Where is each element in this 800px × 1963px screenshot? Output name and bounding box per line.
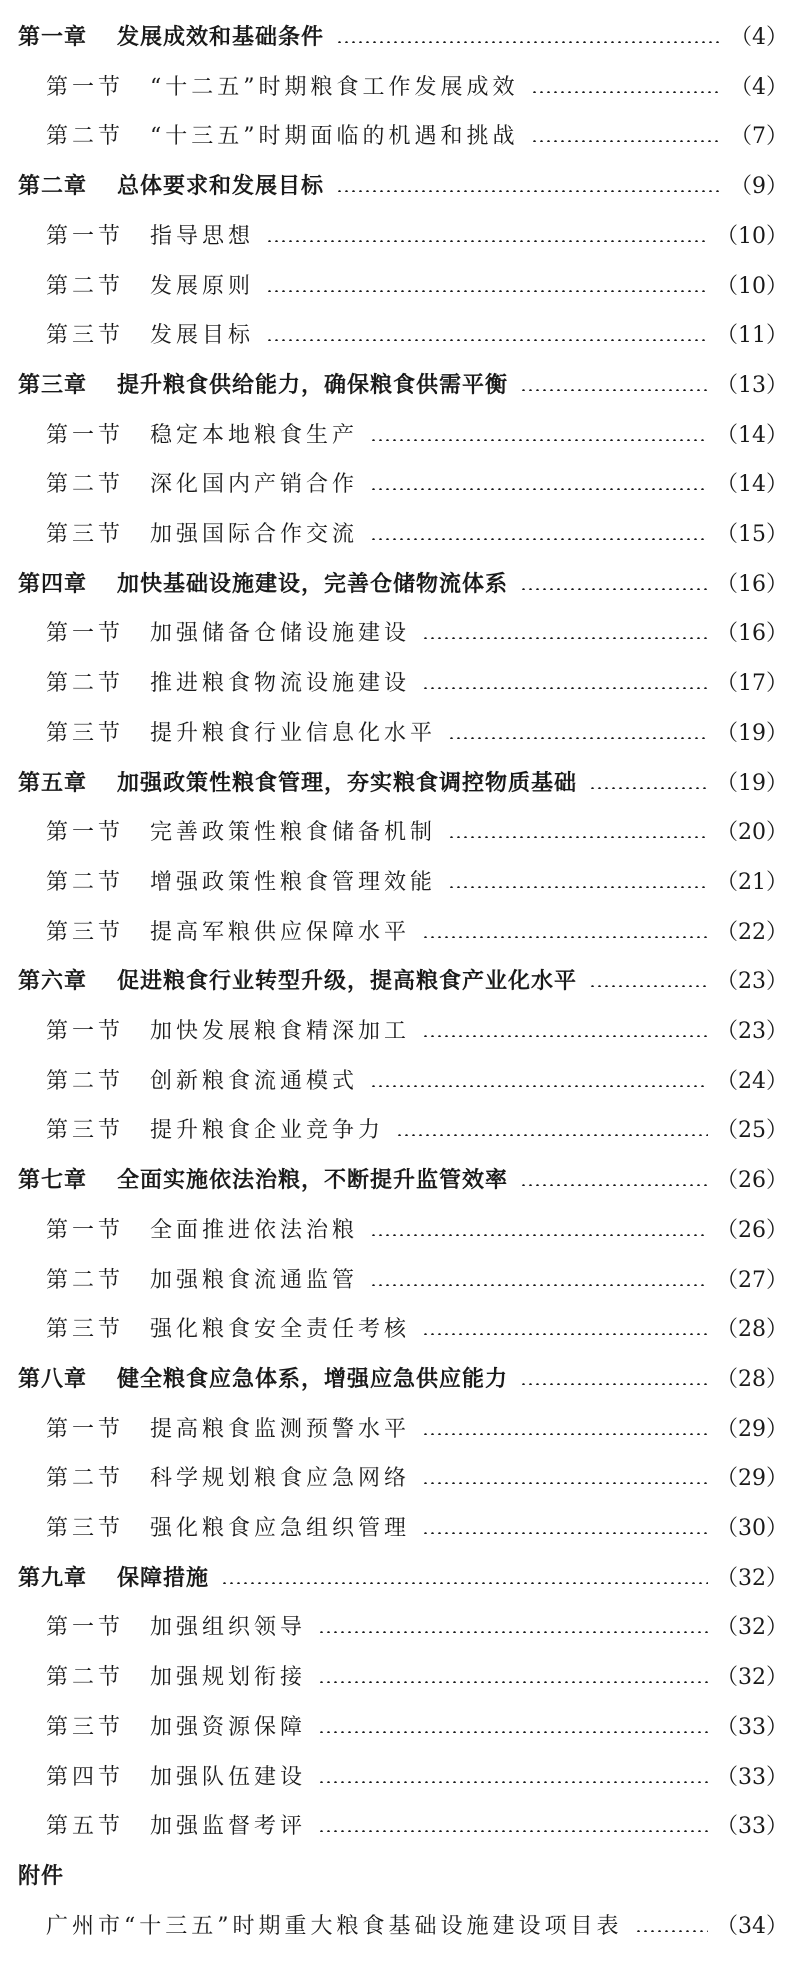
toc-entry-section bbox=[46, 1310, 788, 1350]
dot-leader bbox=[370, 439, 708, 441]
entry-title: 加强储备仓储设施建设 bbox=[150, 621, 411, 647]
toc-entry-chapter bbox=[18, 366, 788, 406]
entry-title: 深化国内产销合作 bbox=[150, 472, 359, 498]
toc-entry-chapter bbox=[18, 962, 788, 1002]
dot-leader bbox=[266, 290, 708, 292]
page-number: （4） bbox=[730, 25, 788, 50]
entry-title: 加强粮食流通监管 bbox=[150, 1267, 359, 1293]
entry-label: 第七章 bbox=[18, 1168, 88, 1194]
entry-label: 第一节 bbox=[46, 1217, 125, 1243]
toc-entry-section bbox=[46, 1658, 788, 1698]
page-number: （11） bbox=[716, 323, 788, 349]
entry-label: 第一节 bbox=[46, 422, 125, 448]
entry-label: 第二节 bbox=[46, 273, 125, 299]
toc-entry-section bbox=[46, 614, 788, 654]
entry-label: 第一节 bbox=[46, 223, 125, 249]
entry-label: 第五章 bbox=[18, 770, 88, 796]
entry-title: 健全粮食应急体系，增强应急供应能力 bbox=[117, 1366, 509, 1392]
entry-label: 第二节 bbox=[46, 671, 125, 697]
page-number: （9） bbox=[730, 174, 788, 200]
toc-entry-section bbox=[46, 1807, 788, 1847]
page-number: （21） bbox=[716, 869, 788, 895]
page-number: （14） bbox=[716, 472, 788, 498]
dot-leader bbox=[318, 1681, 708, 1683]
page-number: （33） bbox=[716, 1764, 788, 1790]
entry-label: 第一节 bbox=[46, 1615, 125, 1641]
entry-label: 第一节 bbox=[46, 1019, 125, 1044]
toc-entry-section bbox=[46, 1410, 788, 1450]
toc-entry-section bbox=[46, 1459, 788, 1499]
dot-leader bbox=[520, 588, 708, 590]
page-number: （17） bbox=[716, 671, 788, 697]
toc-entry-section bbox=[46, 813, 788, 853]
page-number: （14） bbox=[716, 422, 788, 448]
toc-entry-section bbox=[46, 913, 788, 953]
page-number: （10） bbox=[716, 273, 788, 299]
entry-title: 强化粮食安全责任考核 bbox=[150, 1317, 411, 1343]
entry-label: 第二节 bbox=[46, 472, 125, 498]
dot-leader bbox=[318, 1781, 708, 1783]
page-number: （27） bbox=[716, 1267, 788, 1293]
page-number: （28） bbox=[716, 1366, 788, 1392]
entry-title: 加强资源保障 bbox=[150, 1714, 307, 1740]
entry-label: 第三节 bbox=[46, 1516, 125, 1541]
toc-entry-chapter bbox=[18, 1559, 788, 1599]
page-number: （29） bbox=[716, 1416, 788, 1442]
page-number: （19） bbox=[716, 720, 788, 746]
toc-entry-section bbox=[46, 1062, 788, 1102]
toc-entry-chapter bbox=[18, 565, 788, 605]
toc-entry-section bbox=[46, 664, 788, 704]
toc-entry-section bbox=[46, 217, 788, 257]
entry-title: 发展成效和基础条件 bbox=[117, 25, 325, 50]
page-number: （33） bbox=[716, 1714, 788, 1740]
toc-entry-section bbox=[46, 1509, 788, 1549]
dot-leader bbox=[318, 1631, 708, 1633]
toc-entry-chapter bbox=[18, 764, 788, 804]
page-number: （28） bbox=[716, 1317, 788, 1343]
entry-label: 第二节 bbox=[46, 1466, 125, 1492]
entry-title: 全面推进依法治粮 bbox=[150, 1217, 359, 1243]
dot-leader bbox=[422, 1433, 708, 1435]
dot-leader bbox=[520, 389, 708, 391]
entry-label: 第三节 bbox=[46, 522, 125, 547]
toc-entry-section bbox=[46, 863, 788, 903]
toc-entry-chapter bbox=[18, 1360, 788, 1400]
entry-label: 第三节 bbox=[46, 919, 125, 945]
entry-label: 第一节 bbox=[46, 1416, 125, 1442]
entry-label: 第一节 bbox=[46, 74, 125, 100]
toc-entry-section bbox=[46, 267, 788, 307]
entry-label: 第四节 bbox=[46, 1764, 125, 1790]
entry-title: 增强政策性粮食管理效能 bbox=[150, 869, 437, 895]
entry-label: 第二节 bbox=[46, 869, 125, 895]
entry-title: 提高粮食监测预警水平 bbox=[150, 1416, 411, 1442]
entry-label: 第四章 bbox=[18, 571, 88, 597]
dot-leader bbox=[370, 1234, 708, 1236]
page-number: （25） bbox=[716, 1118, 788, 1144]
toc-entry-section bbox=[46, 316, 788, 356]
dot-leader bbox=[520, 1184, 708, 1186]
dot-leader bbox=[422, 1035, 708, 1037]
entry-title: 全面实施依法治粮，不断提升监管效率 bbox=[117, 1168, 509, 1194]
page-number: （26） bbox=[716, 1217, 788, 1243]
dot-leader bbox=[422, 1482, 708, 1484]
entry-label: 第二节 bbox=[46, 1267, 125, 1293]
entry-title: 加强组织领导 bbox=[150, 1615, 307, 1641]
page-number: （23） bbox=[716, 1019, 788, 1044]
entry-label: 第六章 bbox=[18, 969, 88, 995]
toc-entry-section bbox=[46, 714, 788, 754]
dot-leader bbox=[520, 1383, 708, 1385]
page-number: （7） bbox=[730, 124, 788, 150]
toc-entry-heading bbox=[18, 1857, 788, 1897]
toc-entry-section bbox=[46, 416, 788, 456]
page-number: （29） bbox=[716, 1466, 788, 1492]
entry-title: 强化粮食应急组织管理 bbox=[150, 1516, 411, 1541]
entry-title: 指导思想 bbox=[150, 223, 255, 249]
entry-label: 第二章 bbox=[18, 174, 88, 200]
page-number: （16） bbox=[716, 621, 788, 647]
entry-label: 第九章 bbox=[18, 1565, 88, 1591]
toc-entry-section bbox=[46, 1758, 788, 1798]
page-number: （16） bbox=[716, 571, 788, 597]
toc-entry-chapter bbox=[18, 1161, 788, 1201]
dot-leader bbox=[448, 886, 708, 888]
dot-leader bbox=[635, 1930, 709, 1932]
dot-leader bbox=[370, 1085, 708, 1087]
page-number: （30） bbox=[716, 1516, 788, 1541]
page-number: （13） bbox=[716, 372, 788, 398]
dot-leader bbox=[318, 1830, 708, 1832]
dot-leader bbox=[448, 737, 708, 739]
page-number: （15） bbox=[716, 522, 788, 547]
entry-label: 第五节 bbox=[46, 1814, 125, 1840]
page-number: （10） bbox=[716, 223, 788, 249]
dot-leader bbox=[336, 41, 722, 43]
dot-leader bbox=[448, 836, 708, 838]
page-number: （32） bbox=[716, 1565, 788, 1591]
entry-label: 第二节 bbox=[46, 124, 125, 150]
entry-title: 稳定本地粮食生产 bbox=[150, 422, 359, 448]
dot-leader bbox=[531, 91, 722, 93]
dot-leader bbox=[221, 1582, 708, 1584]
entry-title: 科学规划粮食应急网络 bbox=[150, 1466, 411, 1492]
entry-title: 保障措施 bbox=[117, 1565, 210, 1591]
dot-leader bbox=[531, 140, 722, 142]
dot-leader bbox=[422, 1333, 708, 1335]
toc-entry-section bbox=[46, 1012, 788, 1052]
page-number: （24） bbox=[716, 1068, 788, 1094]
entry-title: 加强国际合作交流 bbox=[150, 522, 359, 547]
entry-title: 提升粮食企业竞争力 bbox=[150, 1118, 385, 1144]
entry-title: 促进粮食行业转型升级，提高粮食产业化水平 bbox=[117, 969, 578, 995]
entry-title: 提高军粮供应保障水平 bbox=[150, 919, 411, 945]
page-number: （26） bbox=[716, 1168, 788, 1194]
toc-entry-chapter bbox=[18, 167, 788, 207]
toc-entry-chapter bbox=[18, 18, 788, 58]
entry-label: 第二节 bbox=[46, 1068, 125, 1094]
entry-title: 广州市“十三五”时期重大粮食基础设施建设项目表 bbox=[46, 1913, 623, 1939]
entry-title: 推进粮食物流设施建设 bbox=[150, 671, 411, 697]
toc-entry-attachment bbox=[46, 1907, 788, 1947]
page-number: （33） bbox=[716, 1814, 788, 1840]
toc-entry-section bbox=[46, 1111, 788, 1151]
entry-title: 完善政策性粮食储备机制 bbox=[150, 820, 437, 846]
entry-title: 加强政策性粮食管理，夯实粮食调控物质基础 bbox=[117, 770, 578, 796]
dot-leader bbox=[266, 240, 708, 242]
page-number: （23） bbox=[716, 969, 788, 995]
dot-leader bbox=[266, 339, 708, 341]
dot-leader bbox=[370, 1284, 708, 1286]
page-number: （4） bbox=[730, 74, 788, 100]
entry-label: 第三节 bbox=[46, 1118, 125, 1144]
entry-title: 发展原则 bbox=[150, 273, 255, 299]
toc-entry-section bbox=[46, 68, 788, 108]
toc-entry-section bbox=[46, 1211, 788, 1251]
page-number: （32） bbox=[716, 1615, 788, 1641]
entry-label: 第三节 bbox=[46, 720, 125, 746]
dot-leader bbox=[589, 787, 708, 789]
dot-leader bbox=[422, 1532, 708, 1534]
toc-entry-section bbox=[46, 1261, 788, 1301]
entry-title: “十二五”时期粮食工作发展成效 bbox=[150, 74, 519, 100]
entry-label: 第一节 bbox=[46, 820, 125, 846]
page-number: （20） bbox=[716, 820, 788, 846]
dot-leader bbox=[422, 936, 708, 938]
entry-label: 第三节 bbox=[46, 1317, 125, 1343]
entry-title: 加强监督考评 bbox=[150, 1814, 307, 1840]
page-number: （32） bbox=[716, 1665, 788, 1691]
entry-label: 第二节 bbox=[46, 1665, 125, 1691]
entry-label: 第一章 bbox=[18, 25, 88, 50]
dot-leader bbox=[422, 637, 708, 639]
toc-entry-section bbox=[46, 465, 788, 505]
entry-title: 加快基础设施建设，完善仓储物流体系 bbox=[117, 571, 509, 597]
entry-title: 提升粮食行业信息化水平 bbox=[150, 720, 437, 746]
entry-title: 创新粮食流通模式 bbox=[150, 1068, 359, 1094]
dot-leader bbox=[318, 1731, 708, 1733]
entry-label: 第八章 bbox=[18, 1366, 88, 1392]
entry-title: 加强队伍建设 bbox=[150, 1764, 307, 1790]
entry-title: “十三五”时期面临的机遇和挑战 bbox=[150, 124, 519, 150]
dot-leader bbox=[396, 1134, 708, 1136]
toc-entry-section bbox=[46, 117, 788, 157]
entry-title: 总体要求和发展目标 bbox=[117, 174, 325, 200]
entry-label: 第三章 bbox=[18, 372, 88, 398]
toc-entry-section bbox=[46, 515, 788, 555]
entry-title: 加强规划衔接 bbox=[150, 1665, 307, 1691]
entry-title: 提升粮食供给能力，确保粮食供需平衡 bbox=[117, 372, 509, 398]
page-number: （34） bbox=[716, 1913, 788, 1939]
toc-entry-section bbox=[46, 1708, 788, 1748]
entry-title: 发展目标 bbox=[150, 323, 255, 349]
dot-leader bbox=[422, 687, 708, 689]
toc-entry-section bbox=[46, 1608, 788, 1648]
entry-label: 第一节 bbox=[46, 621, 125, 647]
entry-title: 附件 bbox=[18, 1863, 65, 1889]
page-number: （19） bbox=[716, 770, 788, 796]
dot-leader bbox=[589, 985, 708, 987]
entry-label: 第三节 bbox=[46, 1714, 125, 1740]
page-number: （22） bbox=[716, 919, 788, 945]
dot-leader bbox=[336, 190, 722, 192]
entry-title: 加快发展粮食精深加工 bbox=[150, 1019, 411, 1044]
entry-label: 第三节 bbox=[46, 323, 125, 349]
dot-leader bbox=[370, 538, 708, 540]
dot-leader bbox=[370, 488, 708, 490]
